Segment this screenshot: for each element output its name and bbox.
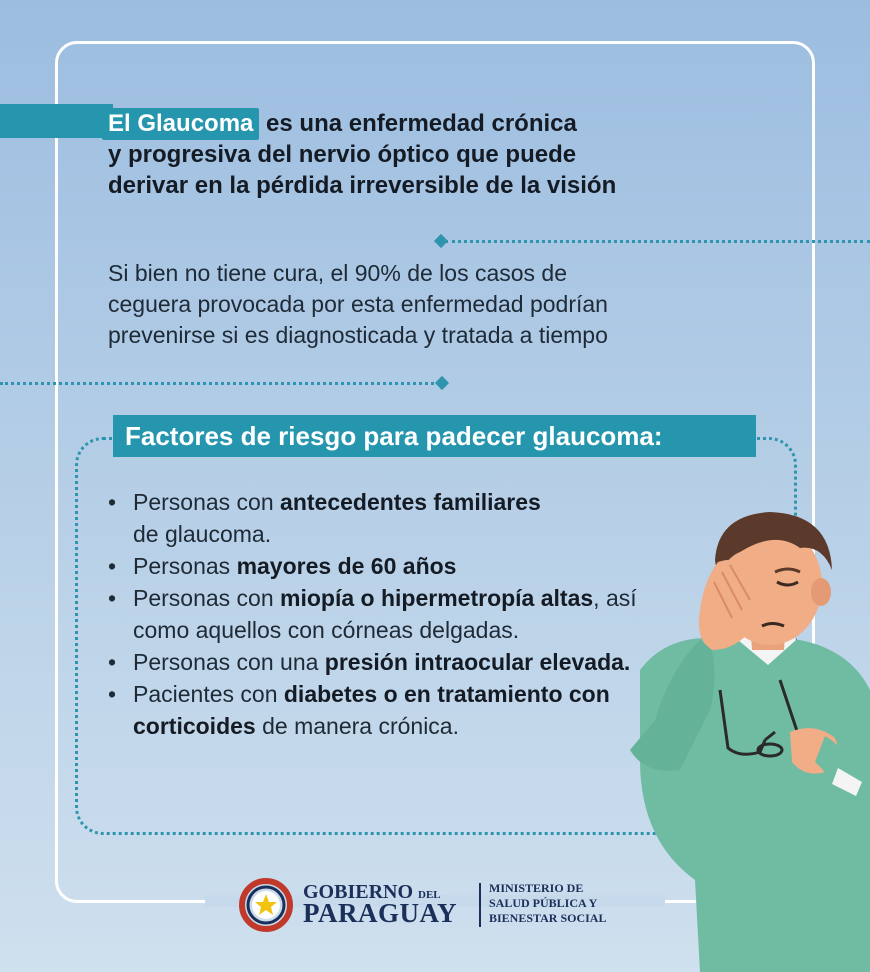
list-item: • Personas mayores de 60 años bbox=[108, 550, 678, 582]
intro-text bbox=[108, 108, 728, 201]
ministry-name: MINISTERIO DE SALUD PÚBLICA Y BIENESTAR SOCIAL bbox=[489, 881, 607, 925]
list-item: • Personas con antecedentes familiares de glaucoma. bbox=[108, 486, 678, 550]
info-paragraph bbox=[108, 258, 758, 351]
intro-line1: es una enfermedad crónica bbox=[259, 110, 577, 137]
footer-logos bbox=[236, 877, 636, 933]
list-item: • Personas con una presión intraocular elevada. bbox=[108, 646, 678, 678]
para-line2: ceguera provocada por esta enfermedad podrían bbox=[108, 291, 608, 317]
footer-separator bbox=[479, 883, 481, 927]
dotted-divider-top bbox=[445, 240, 870, 243]
dotted-divider-bottom bbox=[0, 382, 440, 385]
gov-name-line2: PARAGUAY bbox=[303, 898, 458, 928]
para-line3: prevenirse si es diagnosticada y tratada a tiempo bbox=[108, 322, 608, 348]
glaucoma-highlight: El Glaucoma bbox=[102, 108, 259, 140]
intro-line3: derivar en la pérdida irreversible de la visión bbox=[108, 172, 617, 199]
para-line1: Si bien no tiene cura, el 90% de los casos de bbox=[108, 260, 568, 286]
highlight-bar bbox=[0, 104, 113, 138]
list-item: • Personas con miopía o hipermetropía altas, así como aquellos con córneas delgadas. bbox=[108, 582, 678, 646]
gov-seal-icon bbox=[236, 877, 296, 933]
list-item: • Pacientes con diabetes o en tratamiento con corticoides de manera crónica. bbox=[108, 678, 678, 742]
risk-list bbox=[108, 486, 678, 742]
gov-name-line1: GOBIERNO DEL bbox=[303, 881, 441, 903]
intro-line2: y progresiva del nervio óptico que puede bbox=[108, 141, 577, 168]
risk-title: Factores de riesgo para padecer glaucoma: bbox=[125, 421, 663, 451]
person-illustration bbox=[600, 500, 870, 972]
